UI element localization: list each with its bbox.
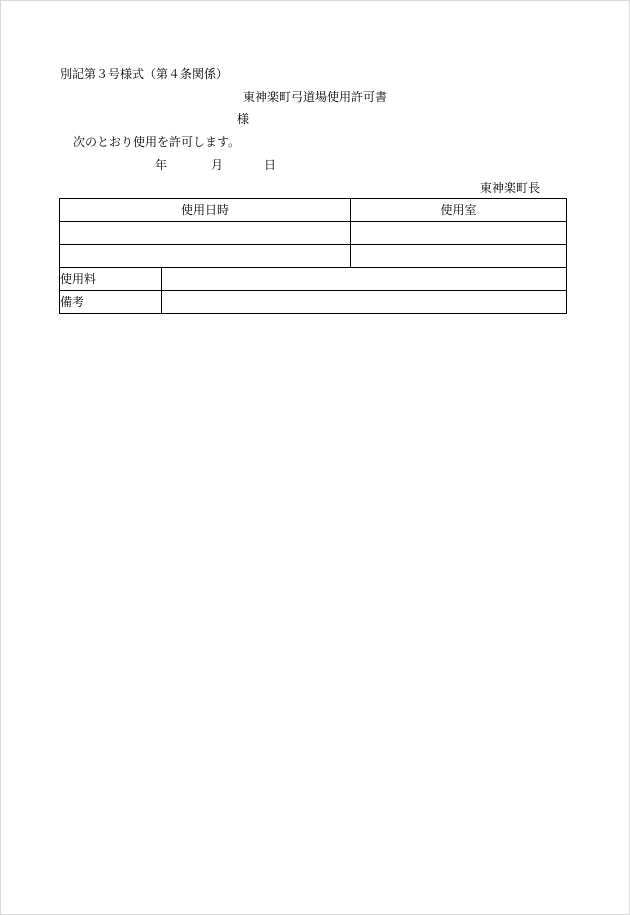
cell-usage-datetime[interactable]	[60, 245, 351, 268]
date-year-label: 年	[155, 158, 168, 172]
fee-row	[60, 268, 567, 291]
form-number: 別記第３号様式（第４条関係）	[60, 67, 229, 81]
date-day-label: 日	[264, 158, 277, 172]
cell-usage-room[interactable]	[351, 222, 567, 245]
document-title: 東神楽町弓道場使用許可書	[243, 90, 388, 104]
remarks-label: 備考	[60, 291, 162, 314]
fee-value[interactable]	[162, 268, 567, 291]
body-text: 次のとおり使用を許可します。	[73, 135, 241, 149]
table-header-row	[60, 199, 567, 222]
table-row	[60, 245, 567, 268]
cell-usage-datetime[interactable]	[60, 222, 351, 245]
header-usage-room: 使用室	[351, 199, 567, 222]
date-month-label: 月	[211, 158, 224, 172]
issuer-name: 東神楽町長	[480, 181, 541, 195]
remarks-value[interactable]	[162, 291, 567, 314]
table-row	[60, 222, 567, 245]
cell-usage-room[interactable]	[351, 245, 567, 268]
header-usage-datetime: 使用日時	[60, 199, 351, 222]
remarks-row	[60, 291, 567, 314]
permit-table	[59, 198, 567, 314]
fee-label: 使用料	[60, 268, 162, 291]
addressee-suffix: 様	[237, 112, 250, 126]
